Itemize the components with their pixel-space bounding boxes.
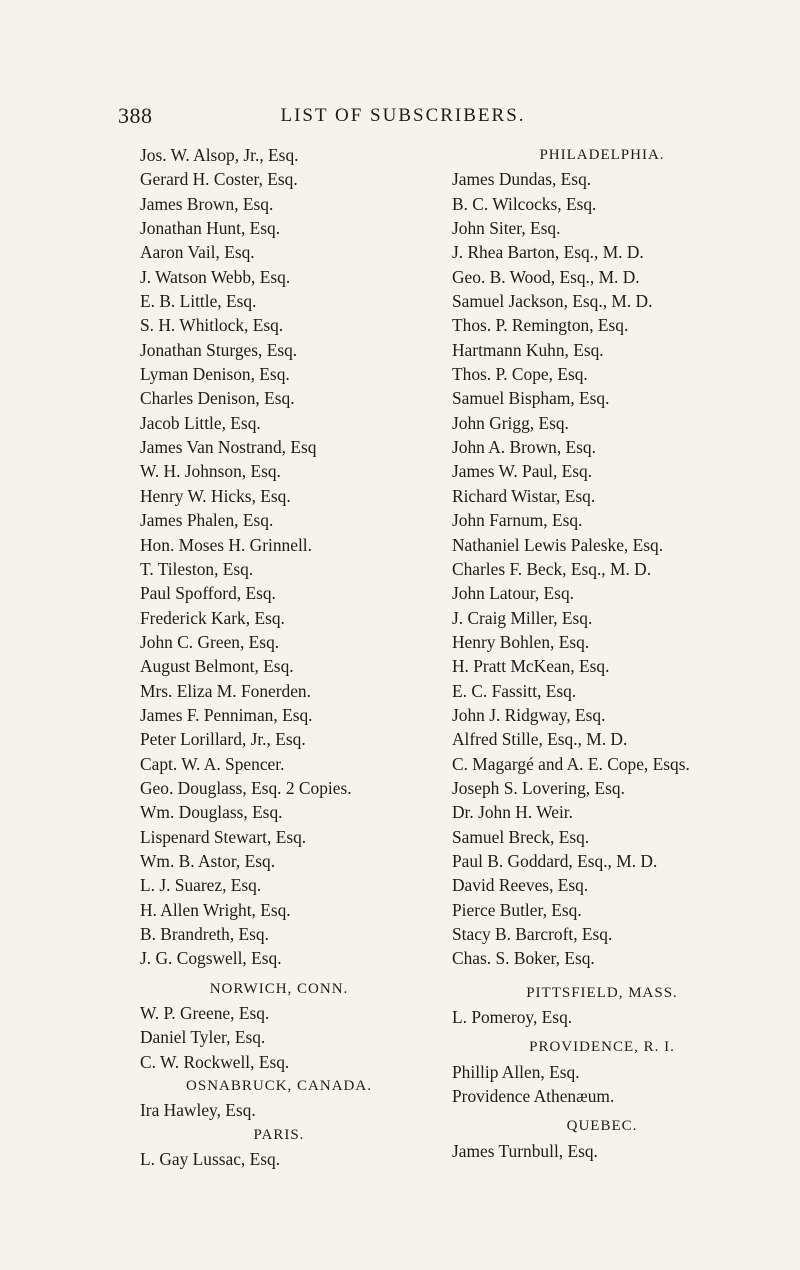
subscriber-entry: Hon. Moses H. Grinnell. xyxy=(140,534,312,555)
subscriber-entry: James F. Penniman, Esq. xyxy=(140,704,313,725)
subscriber-entry: J. Watson Webb, Esq. xyxy=(140,266,291,287)
subscriber-entry: L. J. Suarez, Esq. xyxy=(140,875,262,896)
subscriber-entry: C. Magargé and A. E. Cope, Esqs. xyxy=(452,753,690,774)
subscriber-entry: Henry Bohlen, Esq. xyxy=(452,631,590,652)
subscriber-entry: Wm. Douglass, Esq. xyxy=(140,802,283,823)
left-column xyxy=(140,143,440,1171)
right-column xyxy=(452,143,762,1163)
subscriber-entry: Geo. B. Wood, Esq., M. D. xyxy=(452,266,640,287)
subscriber-entry: Peter Lorillard, Jr., Esq. xyxy=(140,729,306,750)
subscriber-entry: Richard Wistar, Esq. xyxy=(452,485,596,506)
subscriber-entry: Samuel Jackson, Esq., M. D. xyxy=(452,291,653,312)
subscriber-entry: B. C. Wilcocks, Esq. xyxy=(452,193,597,214)
subscriber-entry: August Belmont, Esq. xyxy=(140,656,294,677)
subscriber-entry: C. W. Rockwell, Esq. xyxy=(140,1051,290,1072)
subscriber-entry: James Dundas, Esq. xyxy=(452,169,592,190)
subscriber-entry: Lyman Denison, Esq. xyxy=(140,364,290,385)
subscriber-entry: Pierce Butler, Esq. xyxy=(452,899,582,920)
section-heading-quebec: QUEBEC. xyxy=(566,1118,638,1135)
subscriber-entry: John C. Green, Esq. xyxy=(140,631,280,652)
section-heading-norwich: NORWICH, CONN. xyxy=(209,980,349,997)
subscriber-entry: Providence Athenæum. xyxy=(452,1086,615,1107)
subscriber-entry: Dr. John H. Weir. xyxy=(452,802,573,823)
subscriber-entry: Lispenard Stewart, Esq. xyxy=(140,826,307,847)
subscriber-entry: Samuel Bispham, Esq. xyxy=(452,388,610,409)
subscriber-entry: Jos. W. Alsop, Jr., Esq. xyxy=(140,145,299,165)
subscriber-entry: Wm. B. Astor, Esq. xyxy=(140,850,276,871)
subscriber-entry: Capt. W. A. Spencer. xyxy=(140,753,285,774)
subscriber-entry: John Grigg, Esq. xyxy=(452,412,569,433)
subscriber-entry: J. G. Cogswell, Esq. xyxy=(140,948,282,969)
philadelphia-subscriber-list xyxy=(452,167,762,970)
subscriber-entry: L. Gay Lussac, Esq. xyxy=(140,1149,281,1170)
new-york-subscriber-list xyxy=(140,143,440,971)
subscriber-entry: Nathaniel Lewis Paleske, Esq. xyxy=(452,534,664,555)
subscriber-entry: James Phalen, Esq. xyxy=(140,510,274,531)
subscriber-entry: H. Pratt McKean, Esq. xyxy=(452,656,610,677)
section-heading-osnabruck: OSNABRUCK, CANADA. xyxy=(186,1078,372,1095)
subscriber-entry: James Brown, Esq. xyxy=(140,193,274,214)
subscriber-entry: Charles F. Beck, Esq., M. D. xyxy=(452,558,652,579)
subscriber-entry: S. H. Whitlock, Esq. xyxy=(140,315,284,336)
section-heading-providence: PROVIDENCE, R. I. xyxy=(529,1039,675,1056)
subscriber-entry: Phillip Allen, Esq. xyxy=(452,1061,580,1082)
subscriber-entry: Frederick Kark, Esq. xyxy=(140,607,285,628)
subscriber-entry: David Reeves, Esq. xyxy=(452,875,589,896)
subscriber-entry: Alfred Stille, Esq., M. D. xyxy=(452,729,628,750)
section-heading-paris: PARIS. xyxy=(253,1126,305,1143)
subscriber-entry: Joseph S. Lovering, Esq. xyxy=(452,777,625,798)
subscriber-entry: Henry W. Hicks, Esq. xyxy=(140,485,291,506)
subscriber-entry: Jonathan Hunt, Esq. xyxy=(140,218,281,239)
subscriber-entry: Jonathan Sturges, Esq. xyxy=(140,339,298,360)
osnabruck-subscriber-list xyxy=(140,1098,440,1122)
page-number: 388 xyxy=(118,103,153,128)
subscriber-entry: L. Pomeroy, Esq. xyxy=(452,1007,573,1028)
subscriber-entry: B. Brandreth, Esq. xyxy=(140,924,269,944)
subscriber-entry: James Van Nostrand, Esq xyxy=(140,437,317,458)
norwich-subscriber-list xyxy=(140,1001,440,1074)
subscriber-entry: H. Allen Wright, Esq. xyxy=(140,899,291,920)
section-heading-philadelphia: PHILADELPHIA. xyxy=(539,147,665,163)
subscriber-entry: Chas. S. Boker, Esq. xyxy=(452,948,595,969)
providence-subscriber-list xyxy=(452,1060,762,1109)
subscriber-entry: Thos. P. Cope, Esq. xyxy=(452,364,588,385)
subscriber-entry: Charles Denison, Esq. xyxy=(140,388,295,409)
page-header xyxy=(118,103,688,133)
subscriber-entry: John A. Brown, Esq. xyxy=(452,437,596,458)
subscriber-entry: John Farnum, Esq. xyxy=(452,510,583,531)
subscriber-entry: Daniel Tyler, Esq. xyxy=(140,1027,266,1048)
running-title: LIST OF SUBSCRIBERS. xyxy=(280,105,526,126)
subscriber-entry: Stacy B. Barcroft, Esq. xyxy=(452,924,613,944)
subscriber-entry: Jacob Little, Esq. xyxy=(140,412,261,433)
subscriber-entry: Hartmann Kuhn, Esq. xyxy=(452,339,604,360)
subscriber-entry: John Siter, Esq. xyxy=(452,218,561,239)
subscriber-entry: T. Tileston, Esq. xyxy=(140,558,254,579)
subscriber-entry: John J. Ridgway, Esq. xyxy=(452,704,606,725)
subscriber-entry: Paul Spofford, Esq. xyxy=(140,583,276,604)
subscriber-entry: E. C. Fassitt, Esq. xyxy=(452,680,577,701)
pittsfield-subscriber-list xyxy=(452,1005,762,1029)
subscriber-entry: James W. Paul, Esq. xyxy=(452,461,593,482)
paris-subscriber-list xyxy=(140,1147,440,1171)
quebec-subscriber-list xyxy=(452,1139,762,1163)
subscriber-entry: Samuel Breck, Esq. xyxy=(452,826,590,847)
subscriber-entry: James Turnbull, Esq. xyxy=(452,1140,598,1161)
subscriber-entry: Geo. Douglass, Esq. 2 Copies. xyxy=(140,777,352,798)
subscriber-entry: E. B. Little, Esq. xyxy=(140,291,257,312)
subscriber-entry: Aaron Vail, Esq. xyxy=(140,242,255,263)
subscriber-entry: W. H. Johnson, Esq. xyxy=(140,461,281,482)
subscriber-entry: John Latour, Esq. xyxy=(452,583,574,604)
subscriber-entry: Ira Hawley, Esq. xyxy=(140,1100,256,1121)
section-heading-pittsfield: PITTSFIELD, MASS. xyxy=(526,984,678,1001)
subscriber-entry: Gerard H. Coster, Esq. xyxy=(140,169,298,190)
subscriber-entry: W. P. Greene, Esq. xyxy=(140,1003,270,1024)
subscriber-entry: Paul B. Goddard, Esq., M. D. xyxy=(452,850,658,871)
subscriber-entry: J. Craig Miller, Esq. xyxy=(452,607,593,628)
subscriber-entry: Thos. P. Remington, Esq. xyxy=(452,315,629,336)
subscriber-entry: Mrs. Eliza M. Fonerden. xyxy=(140,680,311,701)
subscriber-entry: J. Rhea Barton, Esq., M. D. xyxy=(452,242,644,263)
